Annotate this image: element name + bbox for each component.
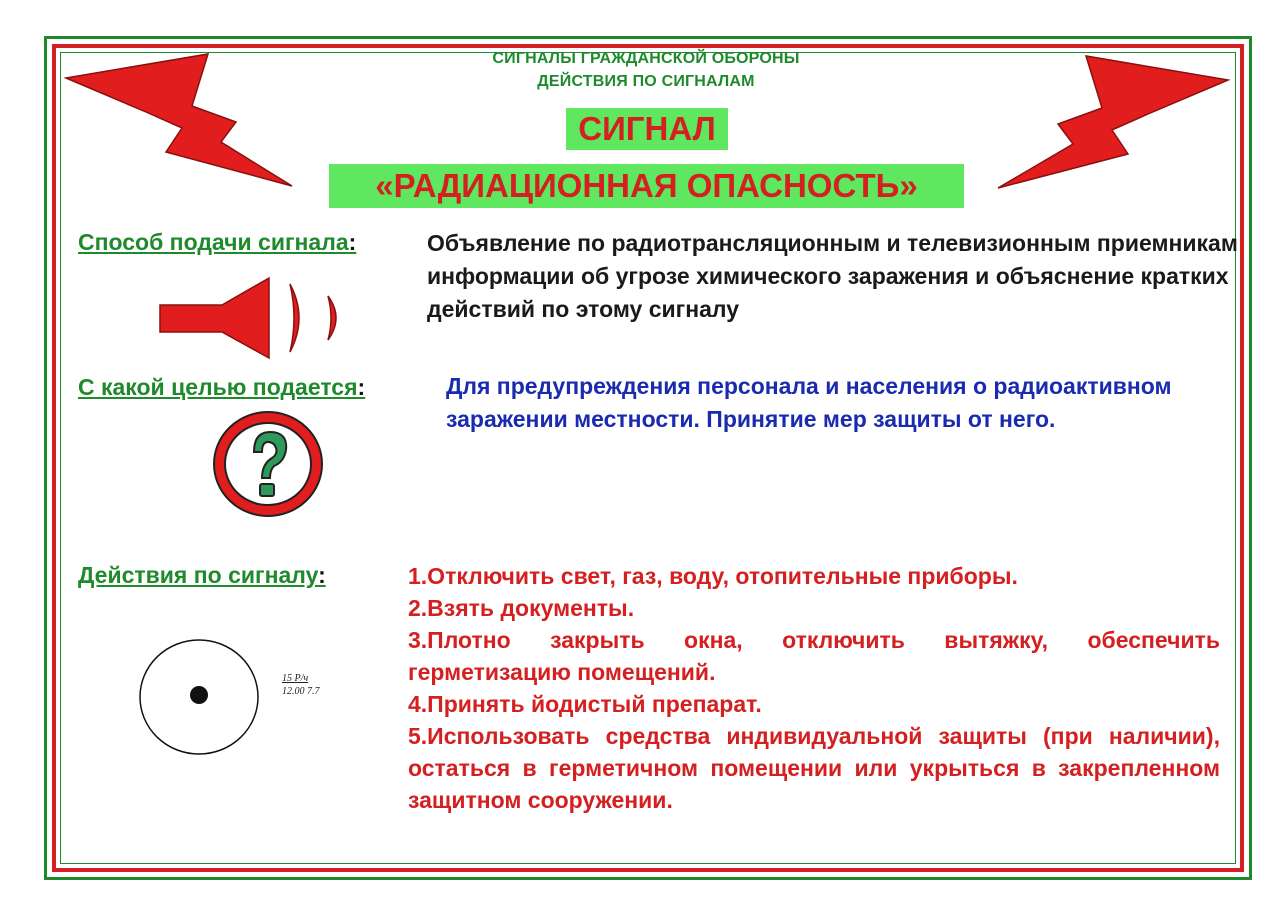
list-item: 3.Плотно закрыть окна, отключить вытяжку, обеспечить герметизацию помещений. bbox=[408, 627, 1220, 685]
purpose-label: С какой целью подается bbox=[78, 374, 358, 400]
purpose-text: Для предупреждения персонала и населения о радиоактивном заражении местности. Принятие мер защиты от него. bbox=[446, 373, 1172, 432]
purpose-colon: : bbox=[357, 374, 366, 400]
method-label-row bbox=[78, 229, 356, 256]
action-list bbox=[408, 560, 1220, 816]
radiation-gauge-icon bbox=[138, 637, 260, 757]
gauge-readout bbox=[282, 672, 320, 698]
header-subtitle: ДЕЙСТВИЯ ПО СИГНАЛАМ bbox=[537, 73, 755, 90]
method-label: Способ подачи сигнала bbox=[78, 229, 349, 255]
header-title: СИГНАЛЫ ГРАЖДАНСКОЙ ОБОРОНЫ bbox=[492, 50, 800, 67]
actions-colon: : bbox=[318, 562, 326, 588]
method-text: Объявление по радиотрансляционным и телевизионным приемникам информации об угрозе химического заражения и объяснение кратких действий по этому сигналу bbox=[427, 230, 1238, 322]
list-item: 5.Использовать средства индивидуальной защиты (при наличии), остаться в герметичном помещении или укрыться в закрепленном защитном сооружении. bbox=[408, 723, 1220, 813]
loudspeaker-icon bbox=[158, 276, 348, 360]
signal-name: «РАДИАЦИОННАЯ ОПАСНОСТЬ» bbox=[329, 164, 964, 208]
list-item: 2.Взять документы. bbox=[408, 595, 635, 621]
list-item: 4.Принять йодистый препарат. bbox=[408, 691, 762, 717]
list-item: 1.Отключить свет, газ, воду, отопительные приборы. bbox=[408, 563, 1018, 589]
question-mark-icon bbox=[210, 408, 326, 520]
method-colon: : bbox=[348, 229, 357, 255]
signal-label: СИГНАЛ bbox=[566, 108, 728, 150]
actions-label: Действия по сигналу bbox=[78, 562, 319, 588]
gauge-rate: 15 Р/ч bbox=[282, 673, 309, 684]
actions-label-row bbox=[78, 562, 326, 589]
gauge-time: 12.00 7.7 bbox=[282, 686, 320, 697]
purpose-label-row bbox=[78, 374, 365, 401]
